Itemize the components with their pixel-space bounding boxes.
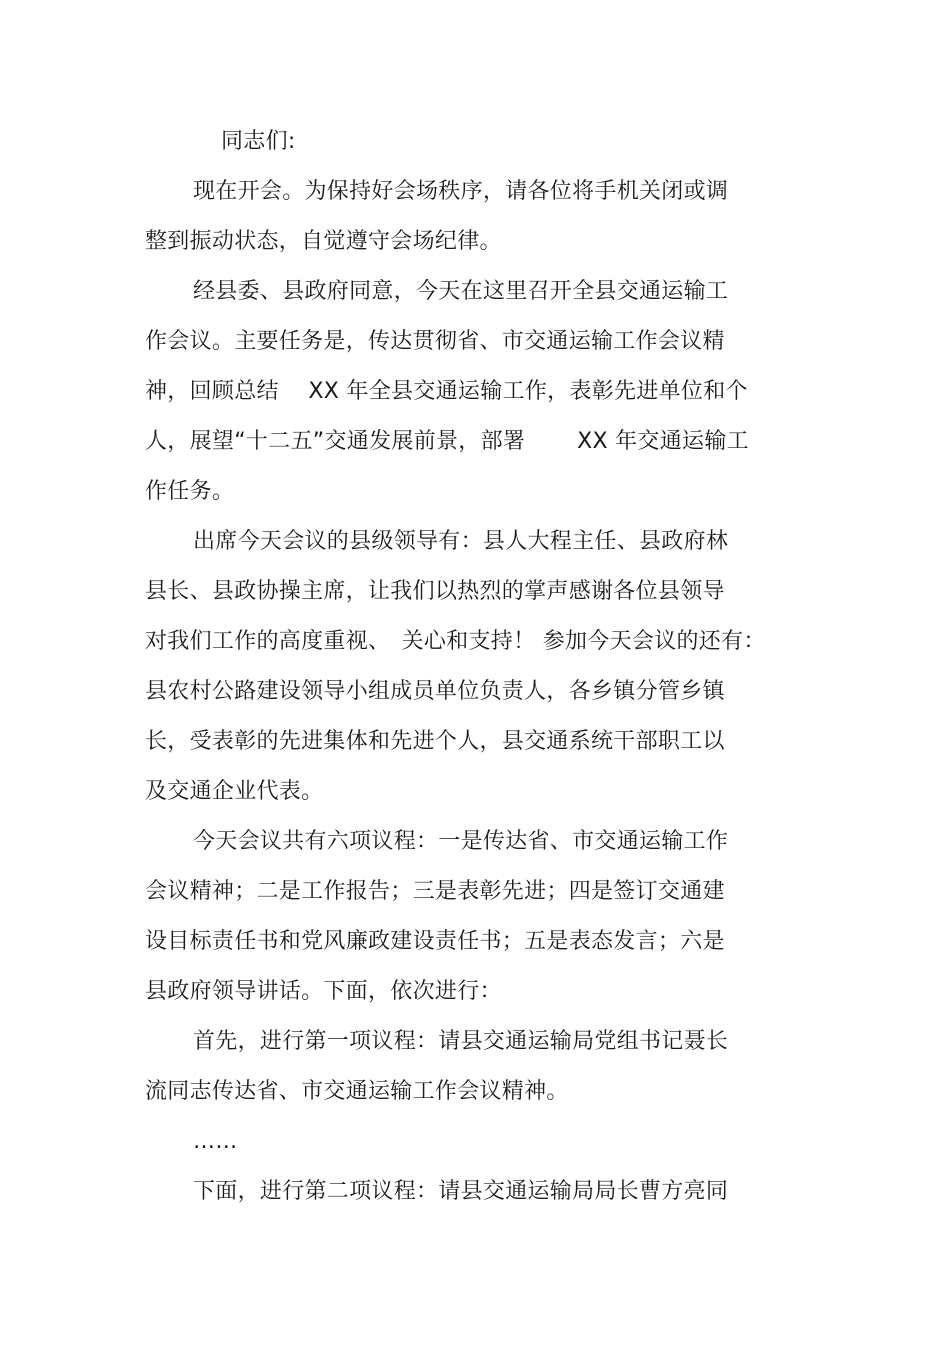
paragraph-line: 出席今天会议的县级领导有：县人大程主任、县政府林 <box>193 529 729 554</box>
paragraph-line: 长，受表彰的先进集体和先进个人，县交通系统干部职工以 <box>145 729 725 754</box>
paragraph-line: 及交通企业代表。 <box>145 779 324 804</box>
paragraph-line: 整到振动状态，自觉遵守会场纪律。 <box>145 229 502 254</box>
paragraph-line: 对我们工作的高度重视、 关心和支持！ 参加今天会议的还有： <box>145 629 766 654</box>
paragraph-line: 作任务。 <box>145 479 235 504</box>
paragraph-line: 人，展望“十二五”交通发展前景，部署 XX 年交通运输工 <box>145 429 749 454</box>
paragraph-line: 县政府领导讲话。下面，依次进行： <box>145 979 502 1004</box>
paragraph-line: 现在开会。为保持好会场秩序，请各位将手机关闭或调 <box>193 179 729 204</box>
paragraph-line: 作会议。主要任务是，传达贯彻省、市交通运输工作会议精 <box>145 329 725 354</box>
ellipsis-line: …… <box>193 1129 238 1154</box>
greeting: 同志们: <box>221 129 296 154</box>
paragraph-line: 流同志传达省、市交通运输工作会议精神。 <box>145 1079 569 1104</box>
paragraph-line: 下面，进行第二项议程：请县交通运输局局长曹方亮同 <box>193 1179 729 1204</box>
paragraph-line: 会议精神；二是工作报告；三是表彰先进；四是签订交通建 <box>145 879 725 904</box>
paragraph-line: 县农村公路建设领导小组成员单位负责人，各乡镇分管乡镇 <box>145 679 725 704</box>
paragraph-line: 经县委、县政府同意，今天在这里召开全县交通运输工 <box>193 279 729 304</box>
paragraph-line: 县长、县政协操主席，让我们以热烈的掌声感谢各位县领导 <box>145 579 725 604</box>
paragraph-line: 首先，进行第一项议程：请县交通运输局党组书记聂长 <box>193 1029 729 1054</box>
paragraph-line: 神，回顾总结 XX 年全县交通运输工作，表彰先进单位和个 <box>145 379 748 404</box>
paragraph-line: 今天会议共有六项议程：一是传达省、市交通运输工作 <box>193 829 729 854</box>
paragraph-line: 设目标责任书和党风廉政建设责任书；五是表态发言；六是 <box>145 929 725 954</box>
